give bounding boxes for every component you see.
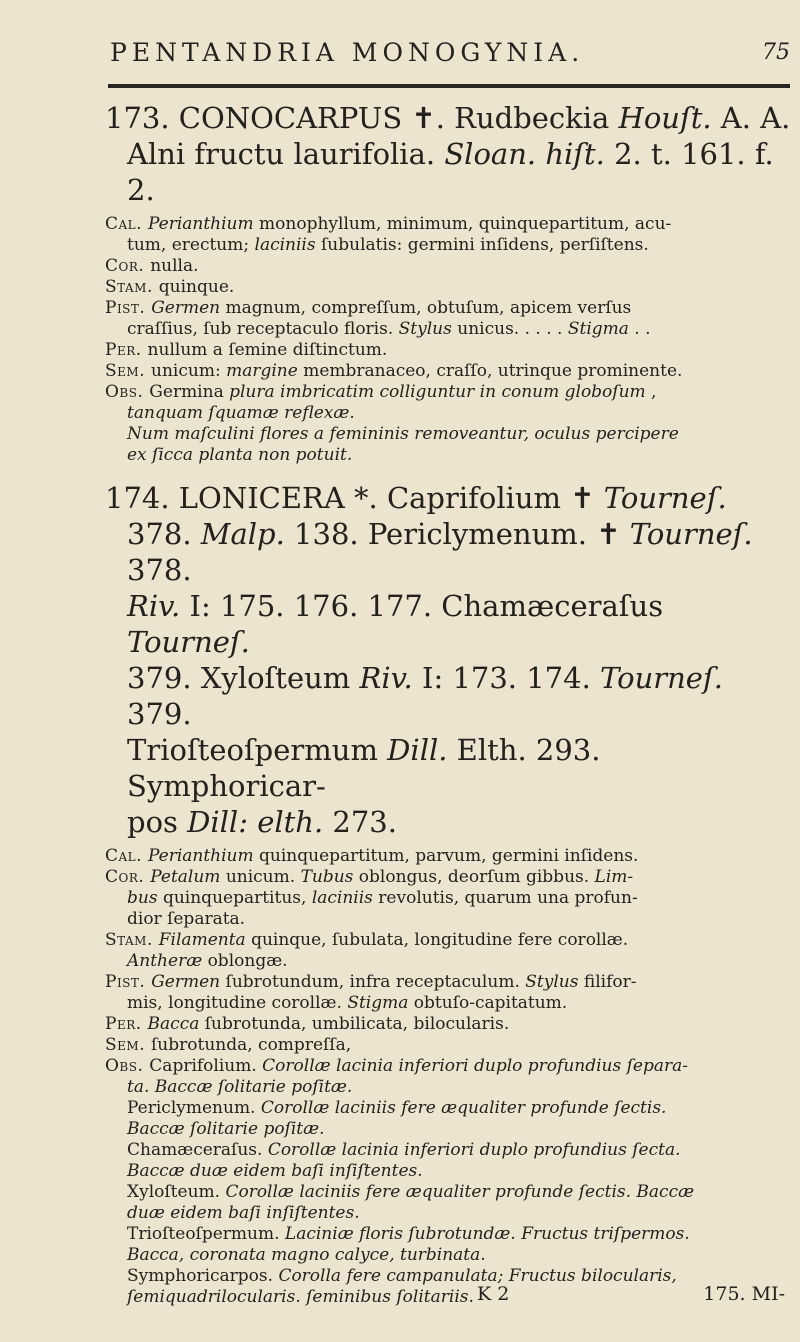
entry-174-stamens: Stam. Filamenta quinque, ſubulata, longitudine fere corollæ.	[105, 930, 629, 950]
entry-173-pistil-cont: craſſius, ſub receptaculo floris. Stylus unicus. . . . . Stigma . .	[127, 319, 651, 339]
entry-174-calyx: Cal. Perianthium quinquepartitum, parvum, germini inſidens.	[105, 846, 639, 866]
entry-174-stamens-cont: Antheræ oblongæ.	[127, 951, 288, 971]
entry-174-obs-periclymenum-cont: Baccæ ſolitarie poſitæ.	[127, 1119, 325, 1139]
entry-173-seed: Sem. unicum: margine membranaceo, craſſo, utrinque prominente.	[105, 361, 683, 381]
running-title: PENTANDRIA MONOGYNIA.	[110, 38, 585, 67]
entry-174-title-line-3: Riv. I: 175. 176. 177. Chamæceraſus Tourneſ.	[127, 589, 664, 659]
header-rule	[108, 84, 790, 88]
entry-174-corolla-cont: bus quinquepartitus, laciniis revolutis, quarum una profun-	[127, 888, 638, 908]
entry-174-obs-triosteospermum: Trioſteoſpermum. Laciniæ floris ſubrotundæ. Fructus triſpermos.	[127, 1224, 690, 1244]
entry-174-observation-cont: ta. Baccæ ſolitarie poſitæ.	[127, 1077, 353, 1097]
entry-174-obs-xylosteum-cont: duæ eidem baſi inſiſtentes.	[127, 1203, 360, 1223]
entry-173-corolla: Cor. nulla.	[105, 256, 199, 276]
entry-174-corolla-cont-2: dior ſeparata.	[127, 909, 246, 929]
signature-mark: K 2	[477, 1283, 510, 1305]
entry-174-obs-periclymenum: Periclymenum. Corollæ laciniis fere æqualiter profunde ſectis.	[127, 1098, 667, 1118]
entry-174-seed: Sem. ſubrotunda, compreſſa,	[105, 1035, 352, 1055]
entry-174-pistil-cont: mis, longitudine corollæ. Stigma obtuſo-capitatum.	[127, 993, 568, 1013]
entry-174-obs-chamaecerasus-cont: Baccæ duæ eidem baſi inſiſtentes.	[127, 1161, 423, 1181]
running-header	[110, 38, 790, 72]
entry-173-calyx: Cal. Perianthium monophyllum, minimum, quinquepartitum, acu-	[105, 214, 672, 234]
entry-spacer	[105, 466, 795, 480]
entry-173-pericarp: Per. nullum a ſemine diſtinctum.	[105, 340, 388, 360]
page-content	[105, 100, 795, 1308]
entry-174-pistil: Pist. Germen ſubrotundum, infra receptaculum. Stylus filifor-	[105, 972, 637, 992]
entry-173-stamens: Stam. quinque.	[105, 277, 235, 297]
entry-173-title-line-2: Alni fructu laurifolia. Sloan. hiſt. 2. t. 161. f. 2.	[127, 137, 774, 207]
entry-174-obs-chamaecerasus: Chamæceraſus. Corollæ lacinia inferiori duplo profundius ſecta.	[127, 1140, 681, 1160]
entry-174	[105, 480, 795, 1308]
entry-173	[105, 100, 795, 466]
entry-173-observation-cont: tanquam ſquamæ reflexæ.	[127, 403, 355, 423]
entry-174-pericarp: Per. Bacca ſubrotunda, umbilicata, bilocularis.	[105, 1014, 510, 1034]
entry-174-title-line-1: 174. LONICERA *. Caprifolium ✝ Tourneſ.	[105, 481, 727, 515]
page-number: 75	[762, 40, 790, 65]
entry-173-observation-note-cont: ex ſicca planta non potuit.	[127, 445, 353, 465]
entry-174-obs-xylosteum: Xyloſteum. Corollæ laciniis fere æqualiter profunde ſectis. Baccæ	[127, 1182, 695, 1202]
entry-174-observation: Obs. Caprifolium. Corollæ lacinia inferiori duplo profundius ſepara-	[105, 1056, 688, 1076]
entry-174-title-line-2: 378. Malp. 138. Periclymenum. ✝ Tourneſ. 378.	[127, 517, 753, 587]
entry-174-title-line-5: Trioſteoſpermum Dill. Elth. 293. Symphoricar-	[127, 733, 601, 803]
entry-173-title-line-1: 173. CONOCARPUS ✝. Rudbeckia Houſt. A. A.	[105, 101, 791, 135]
entry-174-title-line-6: pos Dill: elth. 273.	[127, 805, 397, 839]
catchword: 175. MI-	[703, 1283, 785, 1305]
entry-174-title-line-4: 379. Xyloſteum Riv. I: 173. 174. Tourneſ. 379.	[127, 661, 723, 731]
entry-174-obs-triosteospermum-cont: Bacca, coronata magno calyce, turbinata.	[127, 1245, 486, 1265]
entry-173-observation-note: Num maſculini flores a femininis removeantur, oculus percipere	[127, 424, 679, 444]
entry-174-obs-symphoricarpos-cont: ſemiquadrilocularis. ſeminibus ſolitariis.	[127, 1287, 474, 1307]
entry-174-obs-symphoricarpos: Symphoricarpos. Corolla fere campanulata; Fructus bilocularis,	[127, 1266, 677, 1286]
entry-173-calyx-cont: tum, erectum; laciniis ſubulatis: germini inſidens, perſiſtens.	[127, 235, 649, 255]
page-footer	[105, 1283, 795, 1309]
entry-174-corolla: Cor. Petalum unicum. Tubus oblongus, deorſum gibbus. Lim-	[105, 867, 634, 887]
entry-173-pistil: Pist. Germen magnum, compreſſum, obtuſum, apicem verſus	[105, 298, 632, 318]
entry-173-observation: Obs. Germina plura imbricatim colliguntur in conum globoſum ,	[105, 382, 657, 402]
